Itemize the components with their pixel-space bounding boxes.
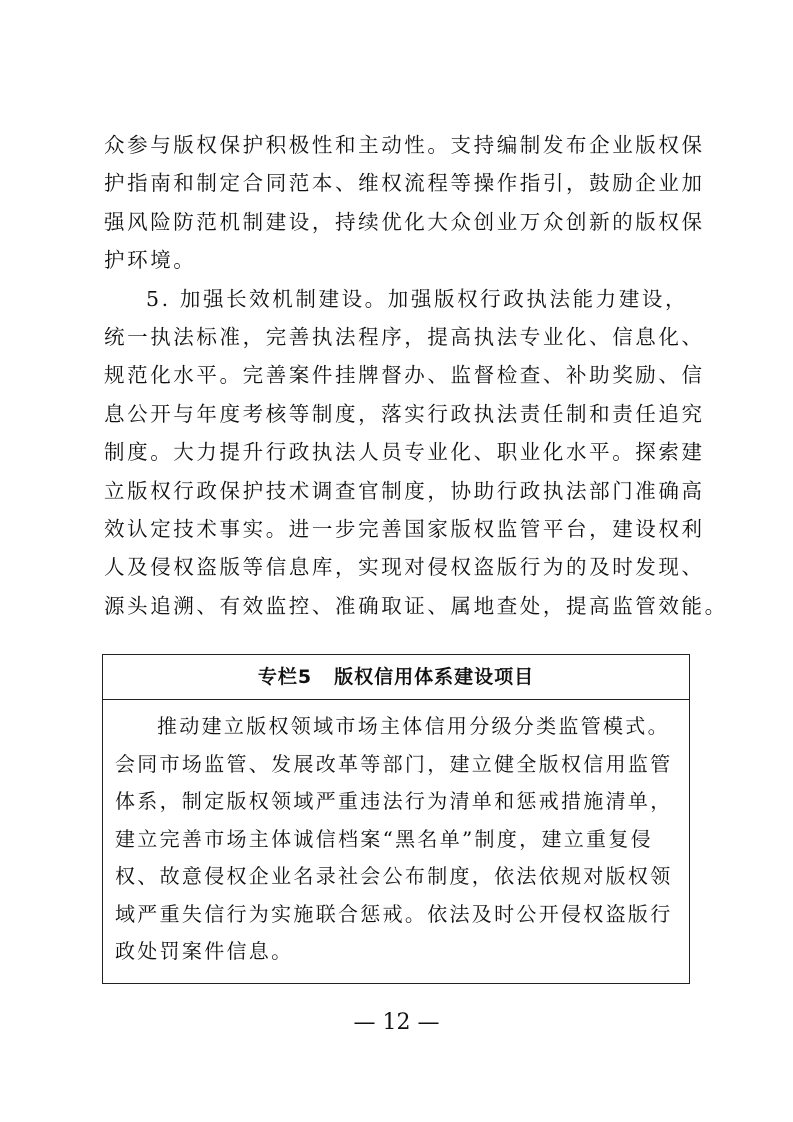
page-number: — 12 — [353, 1010, 440, 1035]
paragraph-line: 源头追溯、有效监控、准确取证、属地查处，提高监管效能。 [104, 593, 728, 618]
box-line: 会同市场监管、发展改革等部门，建立健全版权信用监管 [115, 751, 673, 776]
column-box-body [103, 700, 689, 971]
box-line: 建立完善市场主体诚信档案“黑名单”制度，建立重复侵 [115, 826, 653, 851]
paragraph-line: 制度。大力提升行政执法人员专业化、职业化水平。探索建 [104, 440, 705, 465]
paragraph-line: 规范化水平。完善案件挂牌督办、监督检查、补助奖励、信 [104, 363, 705, 388]
paragraph-line: 人及侵权盗版等信息库，实现对侵权盗版行为的及时发现、 [104, 555, 705, 580]
paragraph-line: 护指南和制定合同范本、维权流程等操作指引，鼓励企业加 [104, 171, 705, 196]
column-box [102, 654, 690, 984]
column-box-title: 版权信用体系建设项目 [334, 666, 535, 688]
paragraph-line: 强风险防范机制建设，持续优化大众创业万众创新的版权保 [104, 209, 705, 234]
box-line: 权、故意侵权企业名录社会公布制度，依法依规对版权领 [115, 864, 673, 888]
column-box-label: 专栏5 [257, 666, 313, 688]
paragraph-line: 息公开与年度考核等制度，落实行政执法责任制和责任追究 [104, 401, 705, 426]
paragraph-line: 立版权行政保护技术调查官制度，协助行政执法部门准确高 [104, 478, 705, 503]
column-box-header [103, 655, 689, 700]
box-line: 政处罚案件信息。 [115, 939, 294, 963]
box-line: 推动建立版权领域市场主体信用分级分类监管模式。 [157, 714, 670, 738]
box-line: 域严重失信行为实施联合惩戒。依法及时公开侵权盗版行 [115, 901, 673, 926]
section-5-heading-line: 5. 加强长效机制建设。加强版权行政执法能力建设， [146, 286, 689, 311]
paragraph-line: 护环境。 [104, 248, 197, 273]
paragraph-line: 效认定技术事实。进一步完善国家版权监管平台，建设权利 [104, 516, 705, 541]
body-text [104, 126, 728, 625]
box-line: 体系，制定版权领域严重违法行为清单和惩戒措施清单， [115, 789, 673, 813]
paragraph-line: 众参与版权保护积极性和主动性。支持编制发布企业版权保 [104, 133, 705, 157]
paragraph-line: 统一执法标准，完善执法程序，提高执法专业化、信息化、 [104, 324, 705, 349]
